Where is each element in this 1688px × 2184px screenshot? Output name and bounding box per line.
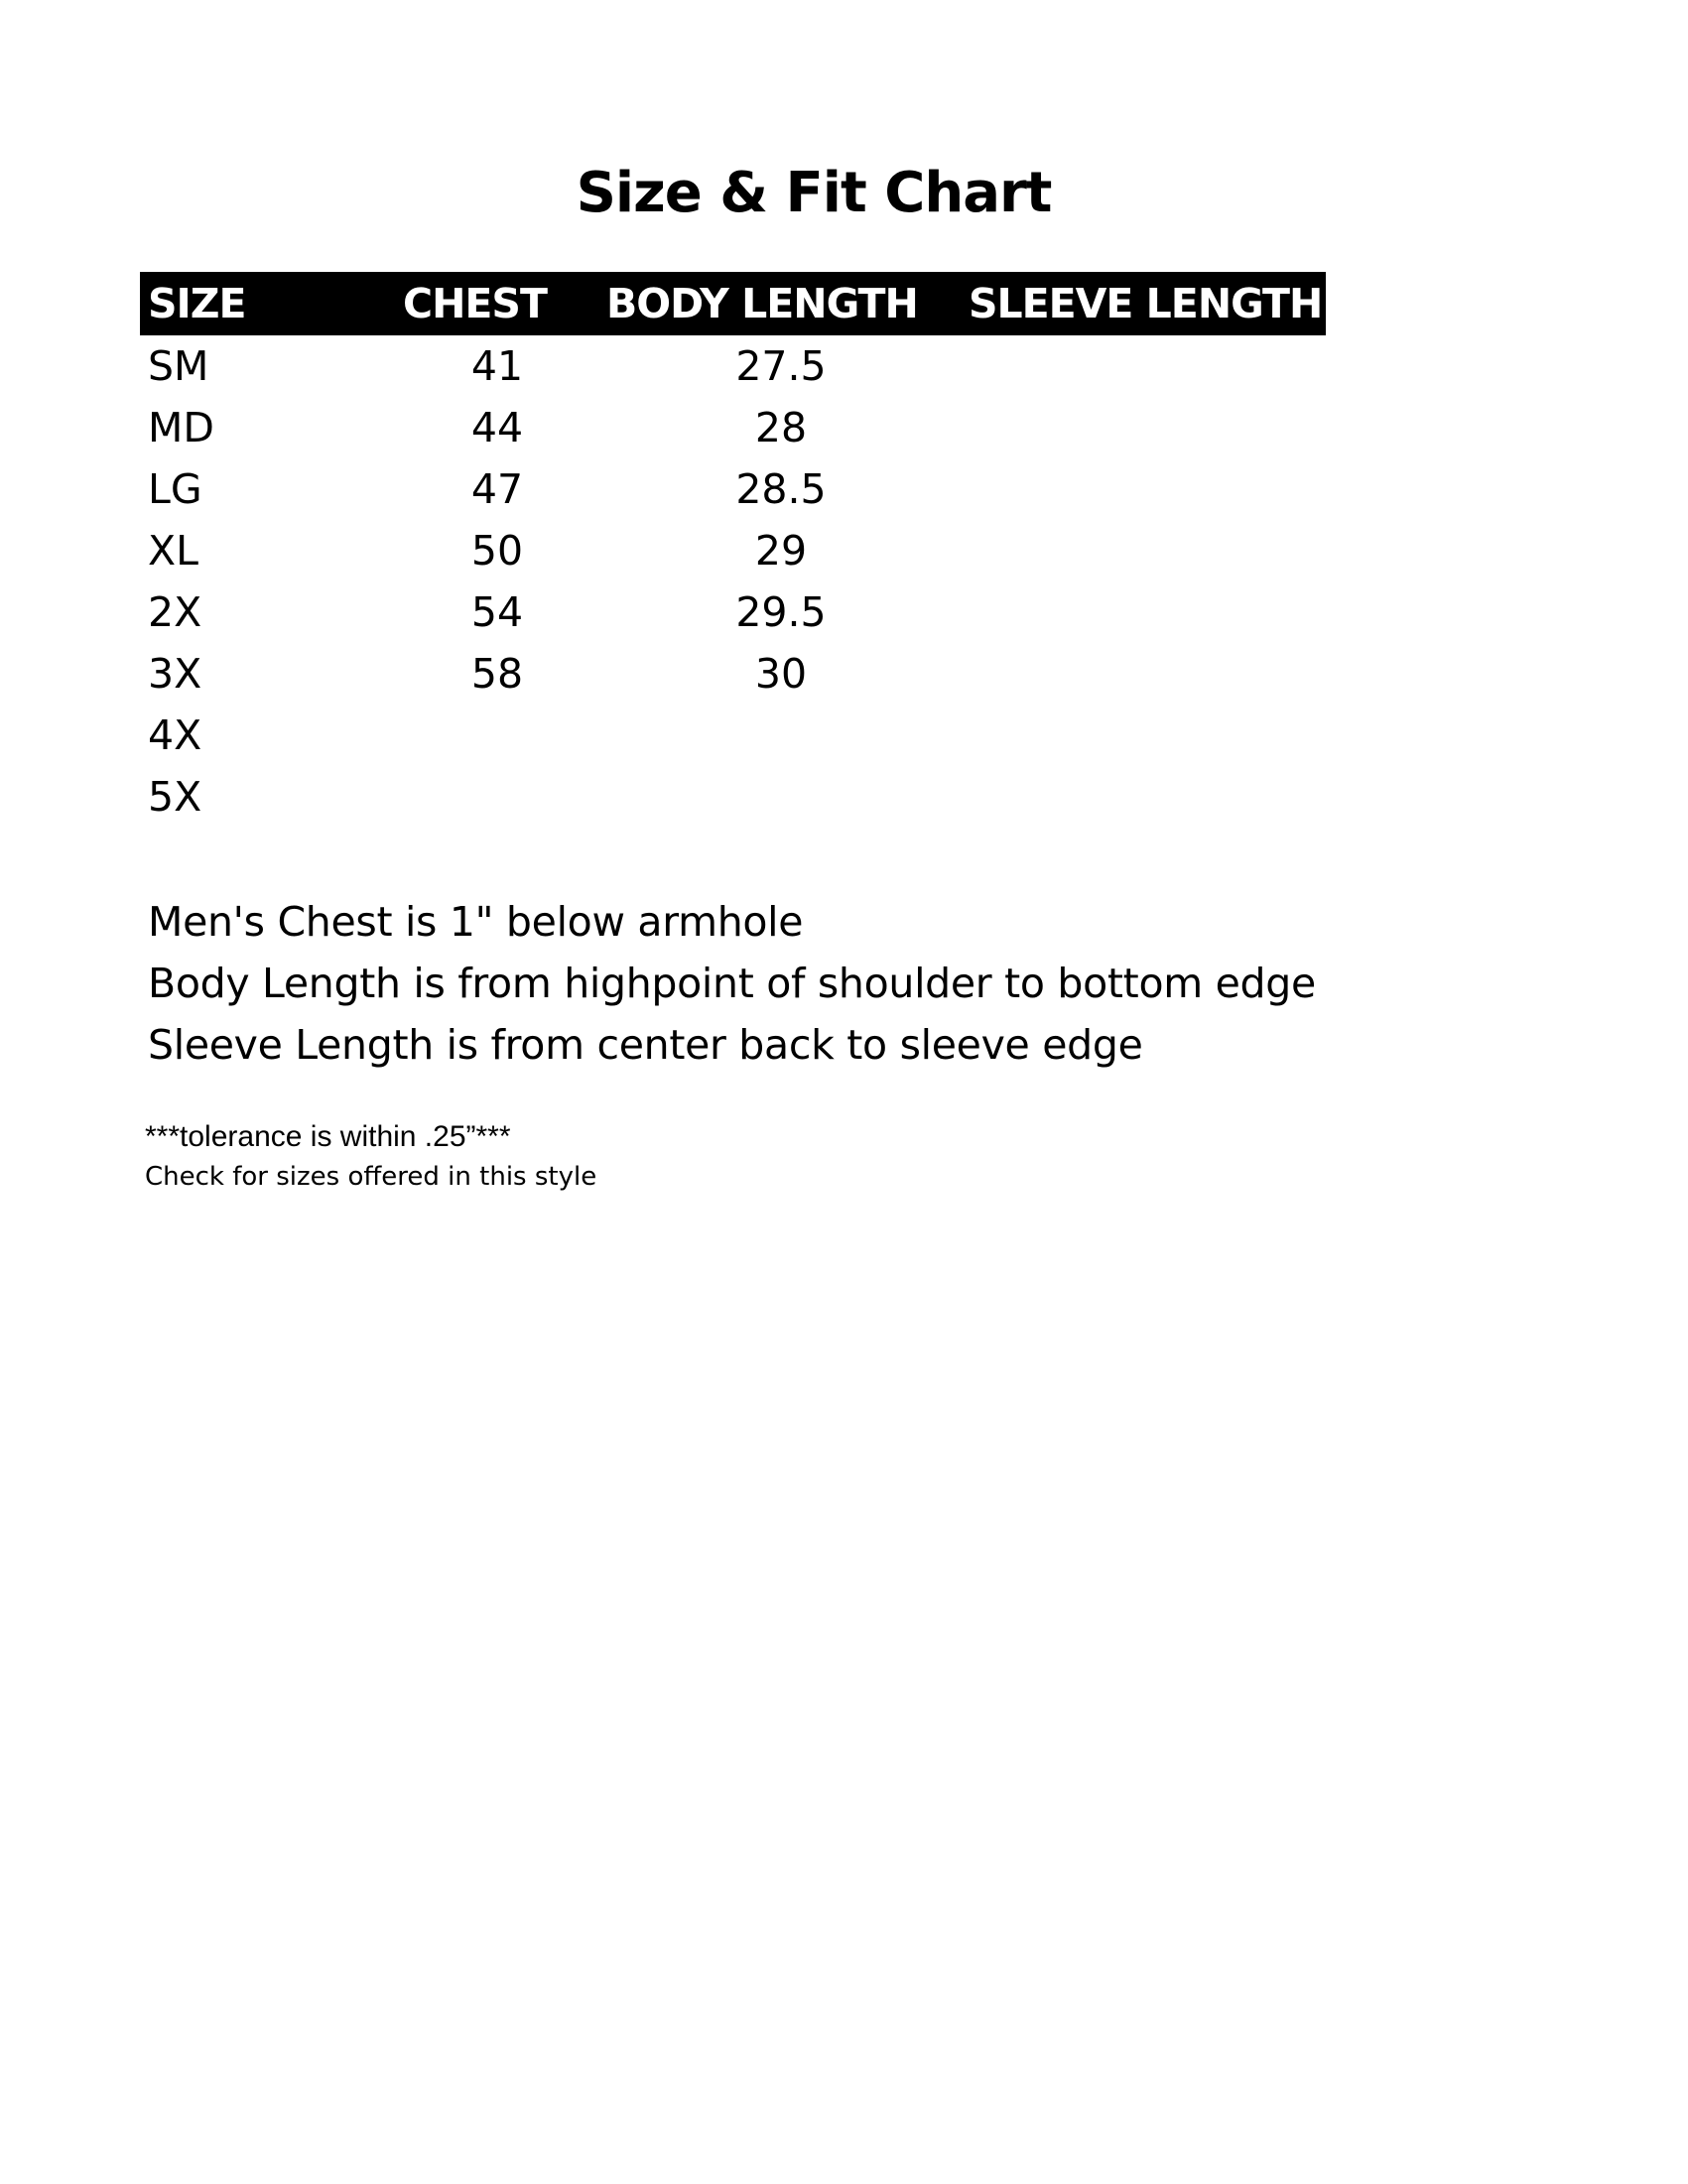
- cell-size: SM: [148, 342, 209, 390]
- table-row: [140, 397, 1326, 458]
- note-chest: Men's Chest is 1" below armhole: [148, 898, 804, 946]
- header-size: SIZE: [148, 280, 246, 327]
- header-chest: CHEST: [403, 280, 547, 327]
- cell-body-length: 27.5: [735, 342, 827, 390]
- size-chart-table: [140, 272, 1326, 828]
- table-row: [140, 335, 1326, 397]
- cell-size: 5X: [148, 773, 202, 821]
- cell-size: 2X: [148, 588, 202, 636]
- cell-chest: 47: [470, 465, 524, 513]
- cell-size: XL: [148, 527, 198, 575]
- header-sleeve-length: SLEEVE LENGTH: [969, 280, 1323, 327]
- cell-body-length: 29.5: [735, 588, 827, 636]
- cell-size: 4X: [148, 711, 202, 759]
- cell-chest: 54: [470, 588, 524, 636]
- cell-chest: 41: [470, 342, 524, 390]
- cell-chest: 50: [470, 527, 524, 575]
- table-row: [140, 581, 1326, 643]
- cell-chest: 58: [470, 650, 524, 698]
- cell-chest: 44: [470, 404, 524, 451]
- check-sizes-note: Check for sizes offered in this style: [145, 1162, 597, 1192]
- table-row: [140, 766, 1326, 828]
- cell-size: 3X: [148, 650, 202, 698]
- cell-body-length: 30: [754, 650, 808, 698]
- page-title: Size & Fit Chart: [576, 161, 1052, 225]
- cell-size: LG: [148, 465, 202, 513]
- table-row: [140, 458, 1326, 520]
- cell-size: MD: [148, 404, 214, 451]
- table-row: [140, 643, 1326, 705]
- cell-body-length: 28.5: [735, 465, 827, 513]
- table-row: [140, 705, 1326, 766]
- table-row: [140, 520, 1326, 581]
- note-body-length: Body Length is from highpoint of shoulder to bottom edge: [148, 960, 1316, 1007]
- header-body-length: BODY LENGTH: [606, 280, 918, 327]
- cell-body-length: 28: [754, 404, 808, 451]
- note-sleeve-length: Sleeve Length is from center back to sleeve edge: [148, 1021, 1143, 1069]
- cell-body-length: 29: [754, 527, 808, 575]
- measurement-notes: [148, 891, 1316, 1076]
- tolerance-note: ***tolerance is within .25”***: [145, 1120, 511, 1153]
- table-header-row: [140, 272, 1326, 335]
